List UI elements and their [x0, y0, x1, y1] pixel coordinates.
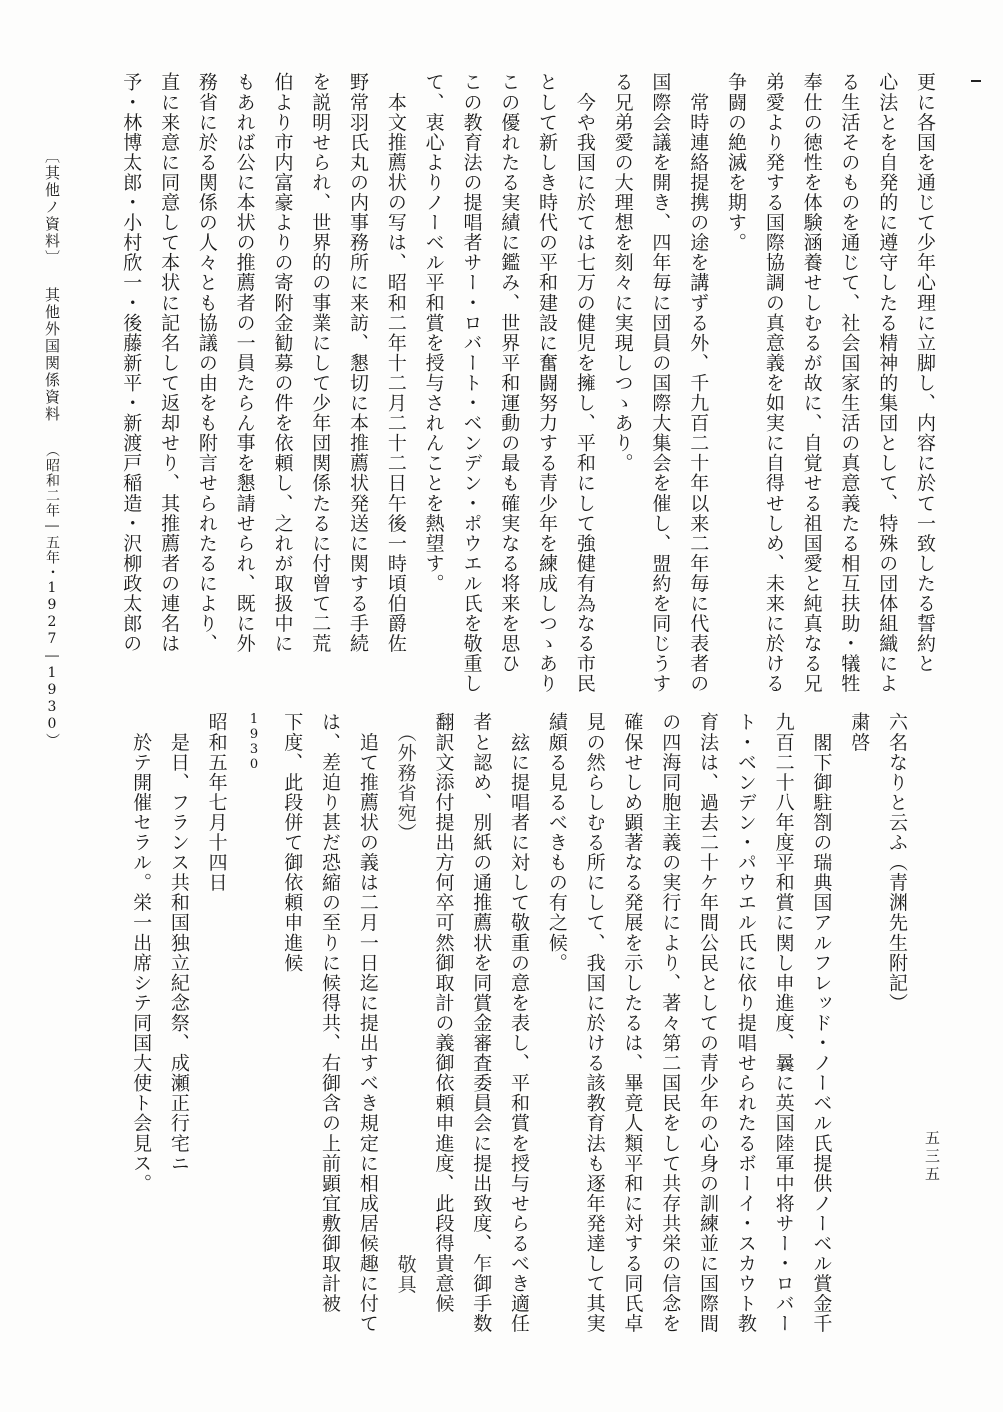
page-number: 五三五	[923, 1130, 941, 1184]
text-column: 常時連絡提携の途を講ずる外、千九百二十年以来二年毎に代表者の	[687, 72, 710, 694]
text-column: 伯より市内富豪よりの寄附金勧募の件を依頼し、之れが取扱中に	[271, 72, 294, 654]
text-column: 追て推薦状の義は二月一日迄に提出すべき規定に相成居候趣に付て	[356, 712, 379, 1334]
text-column: として新しき時代の平和建設に奮闘努力する青少年を練成しつゝあり	[536, 72, 559, 694]
text-column: 是日、フランス共和国独立紀念祭、成瀬正行宅ニ	[167, 712, 190, 1174]
text-column: 予・林博太郎・小村欣一・後藤新平・新渡戸稲造・沢柳政太郎の	[120, 72, 143, 654]
text-column: 九百二十八年度平和賞に関し申進度、曩に英国陸軍中将サー・ロバー	[772, 712, 795, 1334]
bottom-text-block	[121, 712, 915, 1372]
text-column: 直に来意に同意して本状に記名して返却せり、其推薦者の連名は	[158, 72, 181, 654]
text-column: は、差迫り甚だ恐縮の至りに候得共、右御含の上前顕宜敷御取計被	[319, 712, 342, 1314]
text-column: 者と認め、別紙の通推薦状を同賞金審査委員会に提出致度、乍御手数	[470, 712, 493, 1334]
text-column: 績頗る見るべきもの有之候。	[545, 712, 568, 973]
text-column: もあれば公に本状の推薦者の一員たらん事を懇請せられ、既に外	[233, 72, 256, 654]
text-column: 見の然らしむる所にして、我国に於ける該教育法も逐年発達して其実	[583, 712, 606, 1334]
text-column: 確保せしめ顕著なる発展を示したるは、畢竟人類平和に対する同氏卓	[621, 712, 644, 1334]
text-column: を説明せられ、世界的の事業にして少年団関係たるに付曾て二荒	[309, 72, 332, 654]
text-column: の四海同胞主義の実行により、著々第二国民をして共存共栄の信念を	[659, 712, 682, 1334]
text-column: 争闘の絶滅を期す。	[725, 72, 748, 253]
text-column: て、衷心よりノーベル平和賞を授与されんことを熱望す。	[422, 72, 445, 594]
header-period: （昭和二年―五年・1927―1930）	[44, 443, 60, 748]
text-column: 閣下御駐劄の瑞典国アルフレッド・ノーベル氏提供ノーベル賞金千	[810, 712, 833, 1334]
text-column: 心法とを自発的に遵守したる精神的集団として、特殊の団体組織によ	[876, 72, 899, 694]
text-column: 務省に於る関係の人々とも協議の由をも附言せられたるにより、	[195, 72, 218, 654]
text-column: 野常羽氏丸の内事務所に来訪、懇切に本推薦状発送に関する手続	[347, 72, 370, 654]
text-column: 育法は、過去二十ケ年間公民としての青少年の心身の訓練並に国際間	[697, 712, 720, 1334]
text-column: 弟愛より発する国際協調の真意義を如実に自得せしめ、未来に於ける	[762, 72, 785, 694]
text-column: 今や我国に於ては七万の健児を擁し、平和にして強健有為なる市民	[573, 72, 596, 694]
text-column: 国際会議を開き、四年毎に団員の国際大集会を催し、盟約を同じうす	[649, 72, 672, 694]
text-column: 於テ開催セラル。栄一出席シテ同国大使ト会見ス。	[130, 712, 153, 1194]
text-column: 更に各国を通じて少年心理に立脚し、内容に於て一致したる誓約と	[914, 72, 936, 674]
header-title: 其他外国関係資料	[43, 287, 61, 423]
text-column: 玆に提唱者に対して敬重の意を表し、平和賞を授与せらるべき適任	[508, 712, 531, 1334]
text-column: 粛啓	[848, 712, 871, 753]
text-column: 奉仕の徳性を体験涵養せしむるが故に、自覚せる祖国愛と純真なる兄	[800, 72, 823, 694]
header-series: 〔其他ノ資料〕	[43, 148, 61, 267]
continuation-mark	[971, 80, 981, 82]
text-column: 下度、此段併て御依頼申進候	[281, 712, 304, 973]
text-column: ト・ベンデン・パウエル氏に依り提唱せられたるボーイ・スカウト教	[734, 712, 757, 1334]
text-column: 本文推薦状の写は、昭和二年十二月二十二日午後一時頃伯爵佐	[384, 72, 407, 654]
top-text-block	[111, 72, 943, 694]
year-note: 1930	[246, 712, 262, 772]
date-heading: 昭和五年七月十四日	[205, 712, 228, 893]
text-column: この教育法の提唱者サー・ロバート・ベンデン・ポウエル氏を敬重し	[460, 72, 483, 694]
text-column: この優れたる実績に鑑み、世界平和運動の最も確実なる将来を思ひ	[498, 72, 521, 674]
text-column: る生活そのものを通じて、社会国家生活の真意義たる相互扶助・犠牲	[838, 72, 861, 694]
text-column: 翻訳文添付提出方何卒可然御取計の義御依頼申進度、此段得貴意候	[432, 712, 455, 1314]
text-column: 六名なりと云ふ（青渊先生附記）	[886, 712, 908, 1013]
text-column: （外務省宛） 敬具	[394, 712, 417, 1295]
text-column: る兄弟愛の大理想を刻々に実現しつゝあり。	[611, 72, 634, 473]
running-header	[42, 148, 63, 748]
